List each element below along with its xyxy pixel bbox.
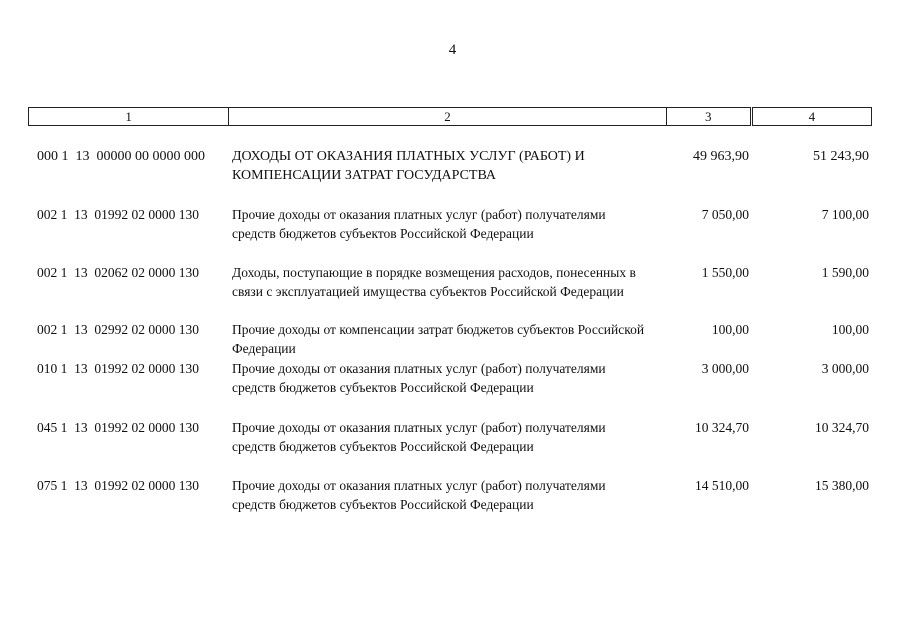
- budget-code: 002 1 13 01992 02 0000 130: [37, 207, 199, 222]
- value-column-3: 1 550,00: [701, 265, 749, 280]
- value-column-3: 49 963,90: [693, 149, 749, 164]
- column-header-3: 3: [666, 108, 750, 126]
- column-header-table: [28, 107, 872, 126]
- column-header-row: [29, 108, 872, 126]
- income-name: Доходы, поступающие в порядке возмещения расходов, понесенных в связи с эксплуатацией имущества субъектов Российской Федерации: [232, 265, 636, 299]
- value-column-3: 14 510,00: [695, 478, 749, 493]
- value-column-4: 15 380,00: [815, 478, 869, 493]
- value-column-3: 7 050,00: [701, 207, 749, 222]
- income-name: Прочие доходы от оказания платных услуг (работ) получателями средств бюджетов субъектов Российской Федерации: [232, 207, 606, 241]
- page-number: 4: [448, 42, 457, 58]
- value-column-4: 3 000,00: [821, 361, 869, 376]
- value-column-4: 10 324,70: [815, 420, 869, 435]
- value-column-4: 51 243,90: [813, 149, 869, 164]
- income-name: Прочие доходы от оказания платных услуг (работ) получателями средств бюджетов субъектов Российской Федерации: [232, 420, 606, 454]
- budget-code: 045 1 13 01992 02 0000 130: [37, 420, 199, 435]
- value-column-4: 1 590,00: [821, 265, 869, 280]
- value-column-4: 100,00: [831, 322, 869, 337]
- budget-code: 075 1 13 01992 02 0000 130: [37, 478, 199, 493]
- value-column-3: 3 000,00: [701, 361, 749, 376]
- column-header-2: 2: [229, 108, 667, 126]
- value-column-3: 10 324,70: [695, 420, 749, 435]
- budget-code: 002 1 13 02992 02 0000 130: [37, 322, 199, 337]
- budget-code: 010 1 13 01992 02 0000 130: [37, 361, 199, 376]
- column-header-4: 4: [752, 108, 871, 126]
- value-column-3: 100,00: [711, 322, 749, 337]
- income-name: Прочие доходы от компенсации затрат бюджетов субъектов Российской Федерации: [232, 322, 645, 356]
- value-column-4: 7 100,00: [821, 207, 869, 222]
- income-name: Прочие доходы от оказания платных услуг (работ) получателями средств бюджетов субъектов Российской Федерации: [232, 361, 606, 395]
- income-name: ДОХОДЫ ОТ ОКАЗАНИЯ ПЛАТНЫХ УСЛУГ (РАБОТ) И КОМПЕНСАЦИИ ЗАТРАТ ГОСУДАРСТВА: [232, 149, 585, 183]
- budget-code: 000 1 13 00000 00 0000 000: [37, 149, 205, 164]
- budget-code: 002 1 13 02062 02 0000 130: [37, 265, 199, 280]
- column-header-1: 1: [29, 108, 229, 126]
- income-name: Прочие доходы от оказания платных услуг (работ) получателями средств бюджетов субъектов Российской Федерации: [232, 478, 606, 512]
